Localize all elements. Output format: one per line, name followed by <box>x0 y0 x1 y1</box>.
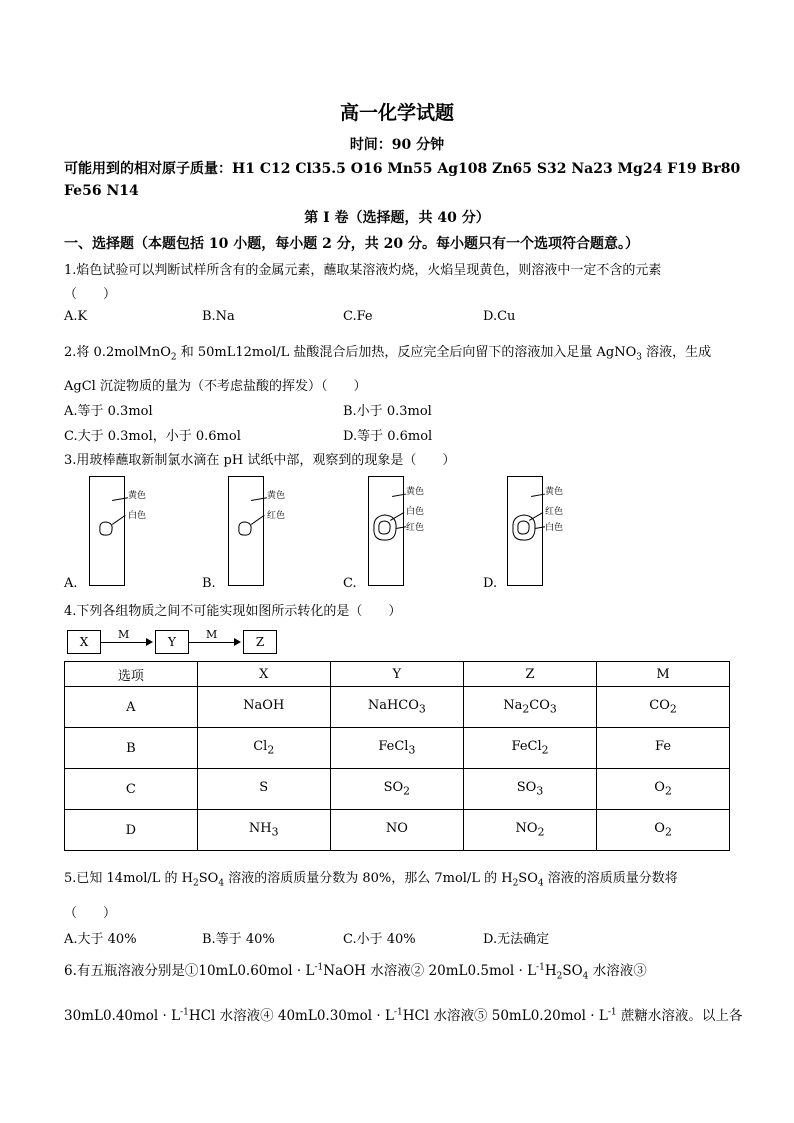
q3-option-d: D. <box>483 576 498 591</box>
cell-m: Fe <box>597 728 730 769</box>
cell-y: NaHCO$_3$ <box>330 687 463 728</box>
cell-m: $O_2$ <box>597 769 730 810</box>
cell-m: $CO_2$ <box>597 687 730 728</box>
label-red: 红色 <box>406 523 425 533</box>
cell-x: NaOH <box>197 687 330 728</box>
q6-line1: 6.有五瓶溶液分别是①10mL0.60mol · $L^{-1}NaOH$ 水溶液② $20mL0.5mol \cdot L^{-1}H_2SO_4$ 水溶液③ <box>64 962 647 982</box>
atomic-masses-line1: 可能用到的相对原子质量：H1 C12 Cl35.5 O16 Mn55 Ag108 Zn65 S32 Na23 Mg24 F19 Br80 <box>64 161 741 177</box>
q5-option-b: B.等于 40% <box>202 932 275 947</box>
label-yellow: 黄色 <box>128 491 147 501</box>
table-row <box>65 687 730 728</box>
cell-option: C <box>65 769 198 810</box>
table-row <box>65 728 730 769</box>
diagram-x-box: X <box>67 630 101 654</box>
header-cell: Y <box>330 662 463 687</box>
cell-option: D <box>65 810 198 851</box>
cell-m: $O_2$ <box>597 810 730 851</box>
q1-option-b: B.Na <box>202 309 235 324</box>
cell-y: $SO_2$ <box>330 769 463 810</box>
q5-option-d: D.无法确定 <box>483 932 550 947</box>
q1-stem: 1.焰色试验可以判断试样所含有的金属元素，蘸取某溶液灼烧，火焰呈现黄色，则溶液中一定不含的元素 <box>64 263 662 278</box>
cell-option: B <box>65 728 198 769</box>
label-white: 白色 <box>406 507 425 517</box>
q3-option-a: A. <box>64 576 78 591</box>
q5-option-a: A.大于 40% <box>64 932 137 947</box>
cell-option: A <box>65 687 198 728</box>
arrow-label-m1: M <box>118 628 130 641</box>
cell-y: NO <box>330 810 463 851</box>
cell-z: $Na_2CO_3$ <box>463 687 596 728</box>
table-header-row <box>65 662 730 687</box>
header-cell: Z <box>463 662 596 687</box>
part-heading: 一、选择题（本题包括 10 小题，每小题 2 分，共 20 分。每小题只有一个选项符合题意。） <box>64 236 639 252</box>
table-row <box>65 810 730 851</box>
conversion-table <box>64 661 730 851</box>
q5-option-c: C.小于 40% <box>343 932 416 947</box>
arrowhead <box>146 638 153 646</box>
q1-option-d: D.Cu <box>483 309 516 324</box>
q2-option-c: C.大于 0.3mol，小于 0.6mol <box>64 429 241 444</box>
header-cell: M <box>597 662 730 687</box>
q4-stem: 4.下列各组物质之间不可能实现如图所示转化的是（ ） <box>64 604 402 619</box>
label-yellow: 黄色 <box>267 491 286 501</box>
q3-option-c: C. <box>343 576 357 591</box>
cell-x: $Cl_2$ <box>197 728 330 769</box>
exam-time: 时间：90 分钟 <box>349 137 445 153</box>
label-yellow: 黄色 <box>545 487 564 497</box>
q1-paren: （ ） <box>64 287 117 302</box>
q2-option-d: D.等于 0.6mol <box>343 429 433 444</box>
q2-stem: 2.将 0.2molMnO$_2$ 和 50mL12mol/L 盐酸混合后加热，反应完全后向留下的溶液加入足量 AgNO$_3$ 溶液，生成 <box>64 345 712 363</box>
q5-stem: 5.已知 14mol/L 的 $H_2SO_4$ 溶液的溶质质量分数为 80%，那么 7mol/L 的 $H_2SO_4$ 溶液的溶质质量分数将 <box>64 871 678 889</box>
diagram-z-box: Z <box>243 630 277 654</box>
q2-stem-2: AgCl 沉淀物质的量为（不考虑盐酸的挥发）（ ） <box>64 379 367 394</box>
label-white: 白色 <box>128 511 147 521</box>
arrowhead <box>234 638 241 646</box>
q6-line2: $30mL0.40mol \cdot L^{-1}HCl$ 水溶液④ $40mL0.30mol \cdot L^{-1}HCl$ 水溶液⑤ $50mL0.20mol \cdot L^{-1}$ 蔗糖水溶液。以上各 <box>64 1007 743 1024</box>
diagram-y-box: Y <box>155 630 189 654</box>
arrow-x-y <box>101 642 147 643</box>
cell-x: $NH_3$ <box>197 810 330 851</box>
header-cell: X <box>197 662 330 687</box>
table-row <box>65 769 730 810</box>
q3-stem: 3.用玻棒蘸取新制氯水滴在 pH 试纸中部，观察到的现象是（ ） <box>64 453 456 468</box>
q2-option-a: A.等于 0.3mol <box>64 404 153 419</box>
label-white: 白色 <box>545 523 564 533</box>
arrow-label-m2: M <box>206 628 218 641</box>
cell-z: FeCl$_2$ <box>463 728 596 769</box>
q5-paren: （ ） <box>64 906 117 921</box>
cell-y: FeCl$_3$ <box>330 728 463 769</box>
atomic-masses-line2: Fe56 N14 <box>64 183 139 199</box>
q3-option-b: B. <box>202 576 216 591</box>
arrow-y-z <box>189 642 235 643</box>
label-red: 红色 <box>545 507 564 517</box>
q2-option-b: B.小于 0.3mol <box>343 404 432 419</box>
cell-z: $SO_3$ <box>463 769 596 810</box>
q1-option-a: A.K <box>64 309 88 324</box>
cell-z: $NO_2$ <box>463 810 596 851</box>
section-heading: 第 I 卷（选择题，共 40 分） <box>304 210 490 226</box>
cell-x: S <box>197 769 330 810</box>
label-red: 红色 <box>267 511 286 521</box>
label-yellow: 黄色 <box>406 487 425 497</box>
header-cell: 选项 <box>65 662 198 687</box>
q1-option-c: C.Fe <box>343 309 373 324</box>
page-title: 高一化学试题 <box>339 102 454 124</box>
